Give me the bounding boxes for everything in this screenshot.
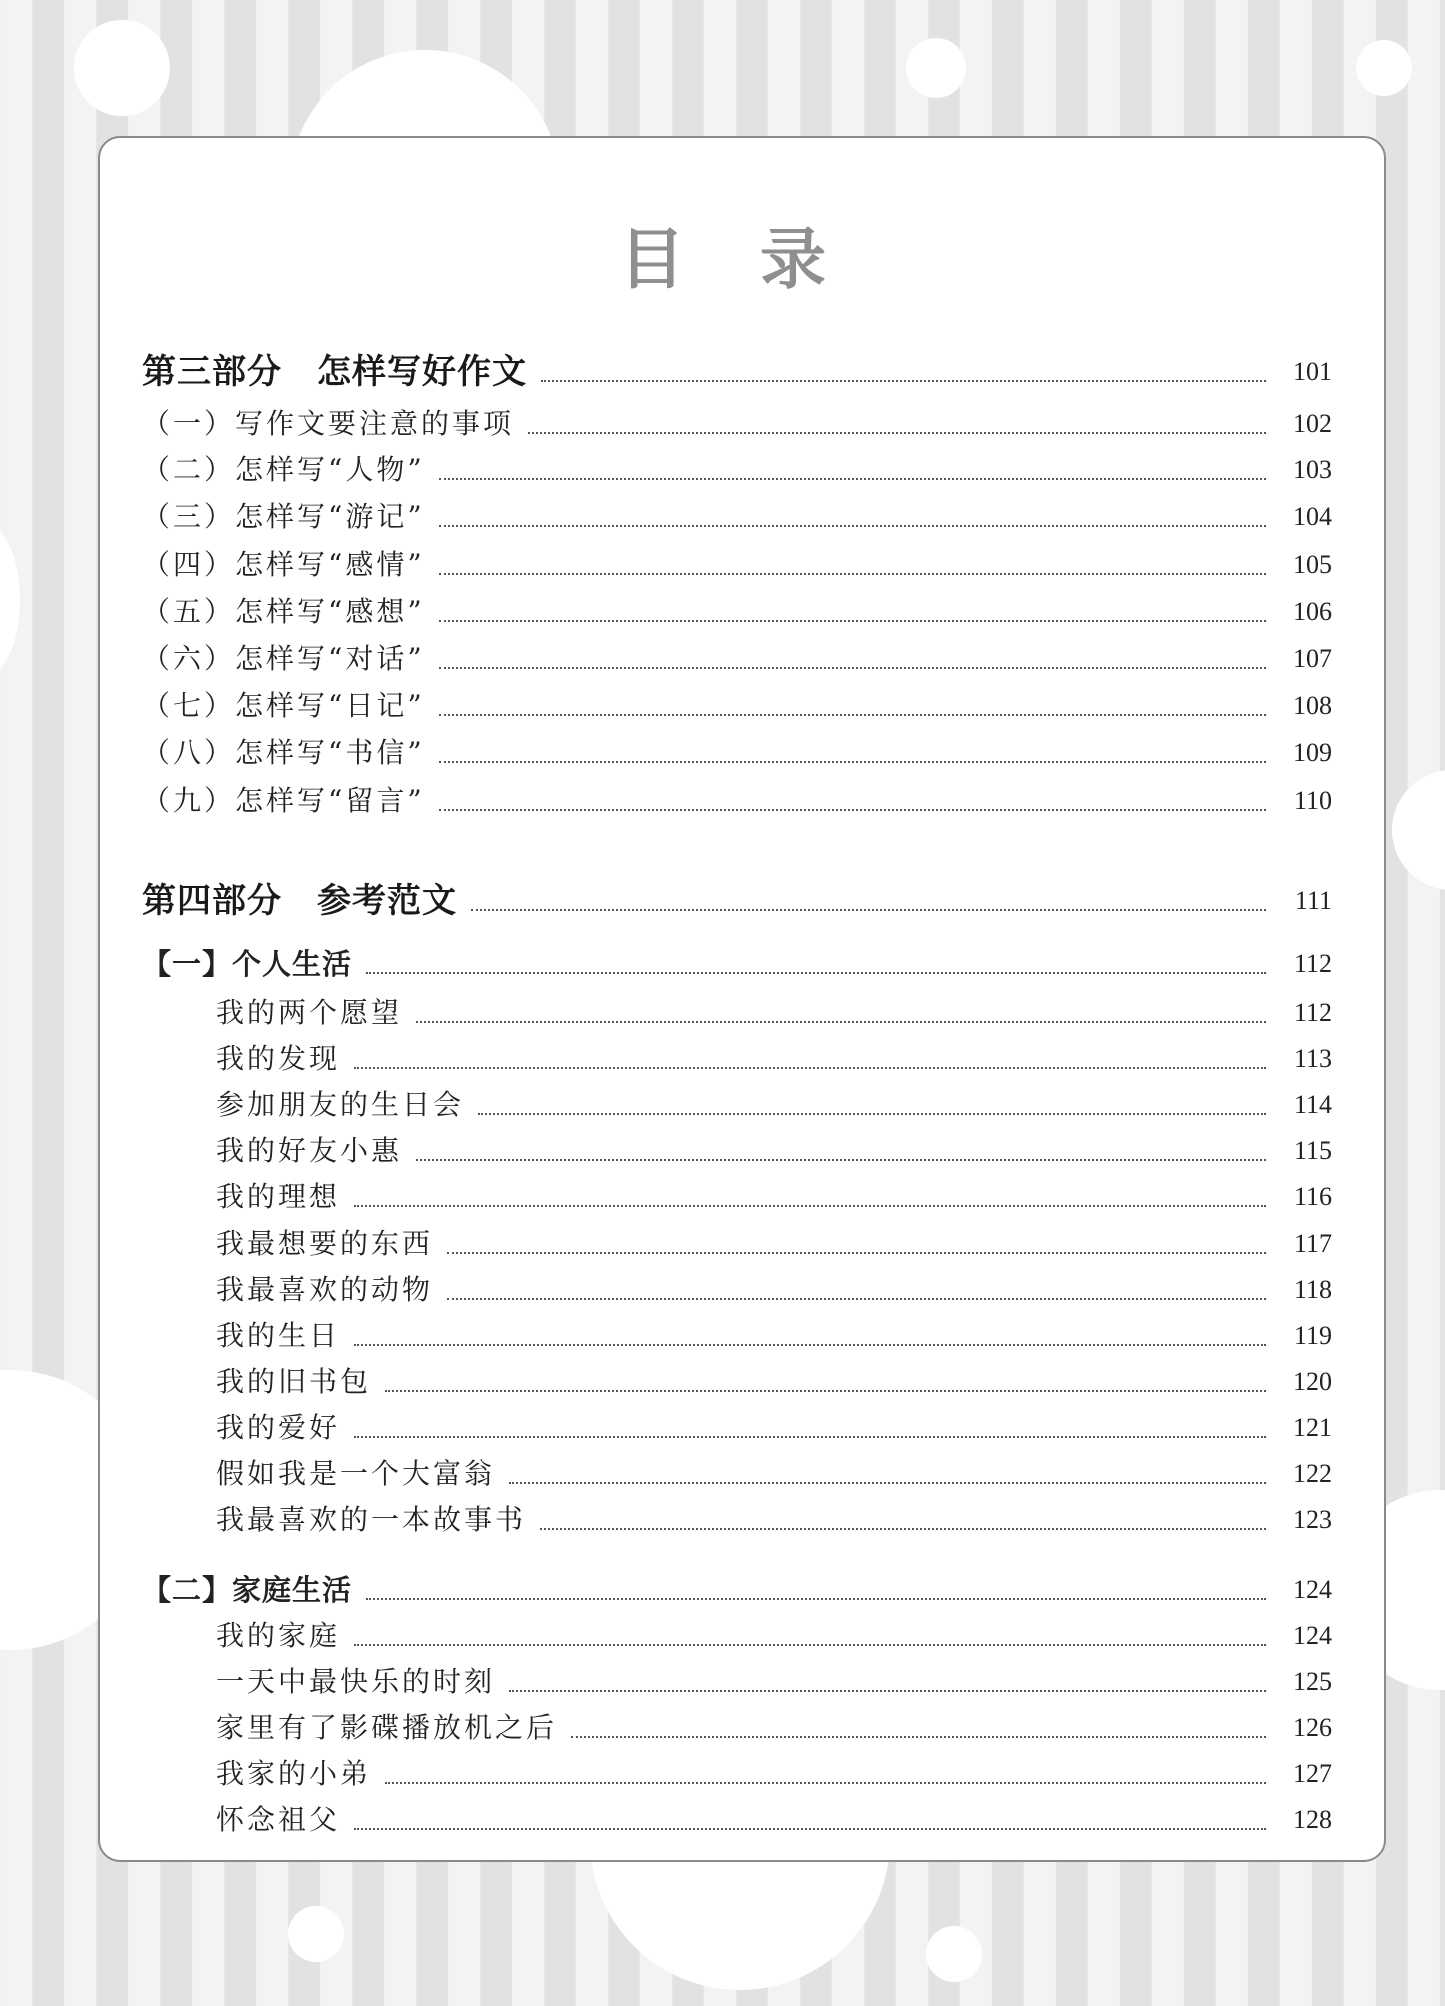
toc-entry-title: 我最喜欢的动物 <box>216 1273 434 1306</box>
toc-entry-title: 第三部分 怎样写好作文 <box>142 352 527 392</box>
toc-entry-title: 第四部分 参考范文 <box>142 881 457 921</box>
background-bubble <box>0 520 20 680</box>
toc-page-number: 124 <box>1293 1575 1332 1604</box>
toc-entry-title: 参加朋友的生日会 <box>216 1088 465 1121</box>
toc-page-number: 111 <box>1294 886 1332 915</box>
toc-entry-title: 我的生日 <box>216 1319 341 1352</box>
toc-entry-title: 我家的小弟 <box>216 1757 372 1790</box>
toc-entry[interactable] <box>142 1177 1332 1217</box>
dot-leader <box>354 1436 1266 1438</box>
toc-entry-title: （九）怎样写“留言” <box>142 784 425 817</box>
dot-leader <box>354 1205 1266 1207</box>
toc-entry-title: 我最想要的东西 <box>216 1227 434 1260</box>
toc-page-number: 125 <box>1293 1667 1332 1696</box>
dot-leader <box>439 714 1266 716</box>
toc-entry[interactable] <box>142 781 1332 821</box>
dot-leader <box>439 620 1266 622</box>
toc-page-number: 112 <box>1293 998 1332 1027</box>
dot-leader <box>385 1782 1266 1784</box>
background-bubble <box>1356 40 1412 96</box>
toc-entry[interactable] <box>142 1662 1332 1702</box>
toc-entry[interactable] <box>142 1131 1332 1171</box>
dot-leader <box>416 1021 1266 1023</box>
toc-page-number: 110 <box>1293 786 1332 815</box>
dot-leader <box>385 1390 1266 1392</box>
toc-entry-title: （七）怎样写“日记” <box>142 689 425 722</box>
dot-leader <box>439 761 1266 763</box>
toc-entry-title: 家里有了影碟播放机之后 <box>216 1711 558 1744</box>
toc-entry-title: （八）怎样写“书信” <box>142 736 425 769</box>
toc-page-number: 116 <box>1293 1182 1332 1211</box>
toc-entry-title: （三）怎样写“游记” <box>142 500 425 533</box>
toc-entry-title: 我的爱好 <box>216 1411 341 1444</box>
toc-page-number: 117 <box>1293 1229 1332 1258</box>
dot-leader <box>439 478 1266 480</box>
dot-leader <box>354 1644 1266 1646</box>
toc-entry-title: 【一】个人生活 <box>142 947 353 981</box>
toc-entry[interactable] <box>142 1362 1332 1402</box>
toc-entry[interactable] <box>142 404 1332 444</box>
toc-entry[interactable] <box>142 1800 1332 1840</box>
toc-page-number: 114 <box>1293 1090 1332 1119</box>
toc-entry[interactable] <box>142 1316 1332 1356</box>
toc-entry[interactable] <box>142 993 1332 1033</box>
toc-page-number: 120 <box>1293 1367 1332 1396</box>
toc-entry[interactable] <box>142 1500 1332 1540</box>
toc-entry-title: 我最喜欢的一本故事书 <box>216 1503 527 1536</box>
toc-page-number: 124 <box>1293 1621 1332 1650</box>
toc-entry-title: 我的理想 <box>216 1180 341 1213</box>
toc-entry[interactable] <box>142 1754 1332 1794</box>
dot-leader <box>509 1482 1266 1484</box>
toc-entry-title: 我的发现 <box>216 1042 341 1075</box>
toc-page-number: 115 <box>1293 1136 1332 1165</box>
toc-entry[interactable] <box>142 1039 1332 1079</box>
toc-page-number: 108 <box>1293 691 1332 720</box>
toc-entry-title: 我的旧书包 <box>216 1365 372 1398</box>
toc-entry[interactable] <box>142 450 1332 490</box>
toc-entry-title: 我的好友小惠 <box>216 1134 403 1167</box>
toc-page-number: 123 <box>1293 1505 1332 1534</box>
toc-entry[interactable] <box>142 1085 1332 1125</box>
toc-entry-title: （六）怎样写“对话” <box>142 642 425 675</box>
toc-entry-title: 怀念祖父 <box>216 1803 341 1836</box>
toc-entry[interactable] <box>142 733 1332 773</box>
toc-entry-title: 假如我是一个大富翁 <box>216 1457 496 1490</box>
dot-leader <box>447 1298 1266 1300</box>
dot-leader <box>528 432 1266 434</box>
toc-page-number: 122 <box>1293 1459 1332 1488</box>
dot-leader <box>540 1528 1266 1530</box>
dot-leader <box>478 1113 1266 1115</box>
dot-leader <box>439 573 1266 575</box>
toc-entry-title: （一）写作文要注意的事项 <box>142 407 515 440</box>
toc-entry[interactable] <box>142 1570 1332 1610</box>
dot-leader <box>439 525 1266 527</box>
toc-page-number: 126 <box>1293 1713 1332 1742</box>
toc-entry[interactable] <box>142 545 1332 585</box>
toc-page-number: 113 <box>1293 1044 1332 1073</box>
toc-page-number: 104 <box>1293 502 1332 531</box>
toc-page-number: 112 <box>1293 949 1332 978</box>
toc-entry[interactable] <box>142 592 1332 632</box>
dot-leader <box>354 1828 1266 1830</box>
toc-entry[interactable] <box>142 1454 1332 1494</box>
page-title: 目 录 <box>619 221 852 298</box>
toc-page-number: 119 <box>1293 1321 1332 1350</box>
dot-leader <box>354 1344 1266 1346</box>
background-bubble <box>1392 770 1445 890</box>
toc-page-number: 118 <box>1293 1275 1332 1304</box>
dot-leader <box>447 1252 1266 1254</box>
toc-page-number: 107 <box>1293 644 1332 673</box>
dot-leader <box>354 1067 1266 1069</box>
toc-entry-title: 一天中最快乐的时刻 <box>216 1665 496 1698</box>
toc-page-number: 102 <box>1293 409 1332 438</box>
toc-entry[interactable] <box>142 686 1332 726</box>
toc-entry[interactable] <box>142 1708 1332 1748</box>
dot-leader <box>366 1598 1266 1600</box>
toc-page-number: 103 <box>1293 455 1332 484</box>
toc-page-number: 121 <box>1293 1413 1332 1442</box>
toc-entry-title: 【二】家庭生活 <box>142 1573 353 1607</box>
dot-leader <box>471 909 1266 911</box>
toc-entry[interactable] <box>142 881 1332 921</box>
toc-page-number: 101 <box>1293 357 1332 386</box>
background-bubble <box>926 1926 982 1982</box>
background-bubble <box>288 1906 344 1962</box>
toc-entry[interactable] <box>142 352 1332 392</box>
background-bubble <box>906 38 966 98</box>
toc-entry[interactable] <box>142 497 1332 537</box>
toc-page-number: 128 <box>1293 1805 1332 1834</box>
dot-leader <box>366 972 1266 974</box>
toc-entry-title: （四）怎样写“感情” <box>142 548 425 581</box>
toc-page-number: 105 <box>1293 550 1332 579</box>
toc-entry[interactable] <box>142 944 1332 984</box>
dot-leader <box>439 667 1266 669</box>
toc-entry[interactable] <box>142 1408 1332 1448</box>
toc-page-number: 106 <box>1293 597 1332 626</box>
toc-entry-title: 我的家庭 <box>216 1619 341 1652</box>
dot-leader <box>509 1690 1266 1692</box>
background-bubble <box>74 20 170 116</box>
dot-leader <box>571 1736 1266 1738</box>
toc-page-number: 127 <box>1293 1759 1332 1788</box>
toc-entry-title: （二）怎样写“人物” <box>142 453 425 486</box>
toc-entry-title: 我的两个愿望 <box>216 996 403 1029</box>
dot-leader <box>439 809 1266 811</box>
toc-entry[interactable] <box>142 1270 1332 1310</box>
toc-page-number: 109 <box>1293 738 1332 767</box>
toc-entry[interactable] <box>142 1616 1332 1656</box>
dot-leader <box>416 1159 1266 1161</box>
dot-leader <box>541 380 1266 382</box>
toc-entry-title: （五）怎样写“感想” <box>142 595 425 628</box>
toc-entry[interactable] <box>142 1224 1332 1264</box>
toc-entry[interactable] <box>142 639 1332 679</box>
